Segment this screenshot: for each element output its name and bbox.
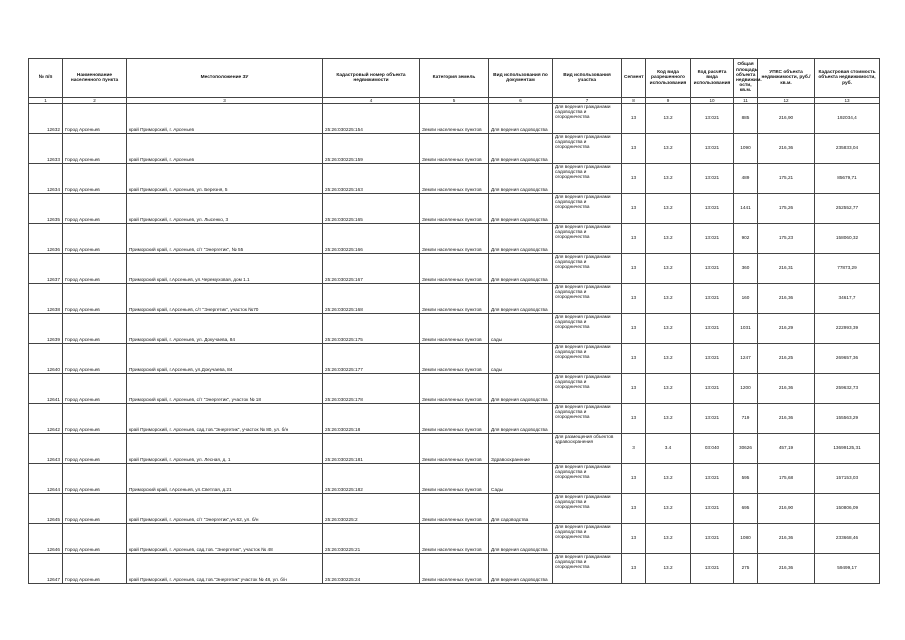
calc-code-cell: 13:021	[691, 134, 734, 164]
table-row	[29, 524, 880, 554]
area-cell: 275	[734, 554, 758, 584]
table-row	[29, 194, 880, 224]
use-code-cell: 13.2	[646, 344, 691, 374]
table-row	[29, 434, 880, 464]
use-of-plot-cell: Для ведения гражданами садоводства и огородничества	[553, 344, 622, 374]
area-cell: 902	[734, 224, 758, 254]
cadastral-cost-cell: 192034,4	[815, 104, 880, 134]
upks-cell: 457,19	[758, 434, 815, 464]
column-number: 7	[553, 98, 622, 104]
cadastral-cost-cell: 13699125,31	[815, 434, 880, 464]
calc-code-cell: 13:021	[691, 344, 734, 374]
location-cell: Приморский край, г. Арсеньев, с/т "Энергетик", участок № 18	[127, 374, 323, 404]
header-cell: № п/п	[29, 59, 63, 98]
cadastral-number-cell: 25:26:030225:181	[323, 434, 420, 464]
column-number: 13	[815, 98, 880, 104]
cadastral-cost-cell: 269657,36	[815, 344, 880, 374]
calc-code-cell: 13:021	[691, 194, 734, 224]
row-number: 12637	[29, 254, 63, 284]
area-cell: 595	[734, 464, 758, 494]
column-number: 6	[489, 98, 553, 104]
location-cell: край Приморский, г. Арсеньев, с/т "Энергетик",уч.62, ул. б/н	[127, 494, 323, 524]
location-cell: край Приморский, г. Арсеньев, сад.тов. "Энергетик", участок № 48	[127, 524, 323, 554]
land-category-cell: Земли населенных пунктов	[420, 284, 489, 314]
table-row	[29, 344, 880, 374]
area-cell: 160	[734, 284, 758, 314]
cadastral-number-cell: 25:26:030225:2	[323, 494, 420, 524]
settlement-cell: Город Арсеньев	[63, 494, 127, 524]
use-code-cell: 13.2	[646, 524, 691, 554]
table-row	[29, 104, 880, 134]
row-number: 12640	[29, 344, 63, 374]
cadastral-number-cell: 25:26:030225:182	[323, 464, 420, 494]
upks-cell: 216,36	[758, 134, 815, 164]
cadastral-cost-cell: 222993,39	[815, 314, 880, 344]
use-by-documents-cell: Для ведения садоводства	[489, 104, 553, 134]
cadastral-number-cell: 25:26:030225:163	[323, 164, 420, 194]
calc-code-cell: 13:021	[691, 404, 734, 434]
use-code-cell: 13.2	[646, 284, 691, 314]
table-row	[29, 224, 880, 254]
cadastral-number-cell: 25:26:030225:154	[323, 104, 420, 134]
column-number: 4	[323, 98, 420, 104]
use-by-documents-cell: сады	[489, 344, 553, 374]
area-cell: 885	[734, 104, 758, 134]
cadastral-number-cell: 25:26:030225:165	[323, 194, 420, 224]
header-cell: Кадастровая стоимость объекта недвижимости, руб.	[815, 59, 880, 98]
upks-cell: 216,36	[758, 374, 815, 404]
cadastral-cost-cell: 34617,7	[815, 284, 880, 314]
area-cell: 1441	[734, 194, 758, 224]
column-number: 3	[127, 98, 323, 104]
upks-cell: 175,68	[758, 464, 815, 494]
column-number: 10	[691, 98, 734, 104]
calc-code-cell: 03:040	[691, 434, 734, 464]
settlement-cell: Город Арсеньев	[63, 134, 127, 164]
column-number: 12	[758, 98, 815, 104]
calc-code-cell: 13:021	[691, 524, 734, 554]
use-of-plot-cell: Для ведения гражданами садоводства и огородничества	[553, 224, 622, 254]
area-cell: 1031	[734, 314, 758, 344]
settlement-cell: Город Арсеньев	[63, 314, 127, 344]
cadastral-number-cell: 25:26:030225:178	[323, 374, 420, 404]
use-by-documents-cell: Для ведения садоводства	[489, 554, 553, 584]
use-code-cell: 13.2	[646, 314, 691, 344]
use-code-cell: 13.2	[646, 254, 691, 284]
segment-cell: 13	[622, 404, 646, 434]
header-row	[29, 59, 880, 98]
segment-cell: 13	[622, 554, 646, 584]
use-by-documents-cell: Для ведения садоводства	[489, 374, 553, 404]
cadastral-number-cell: 25:26:030225:167	[323, 254, 420, 284]
upks-cell: 216,31	[758, 254, 815, 284]
use-of-plot-cell: Для ведения гражданами садоводства и огородничества	[553, 164, 622, 194]
upks-cell: 216,36	[758, 524, 815, 554]
cadastral-cost-cell: 77873,29	[815, 254, 880, 284]
land-category-cell: Земли населенных пунктов	[420, 254, 489, 284]
cadastral-cost-cell: 85679,71	[815, 164, 880, 194]
column-number: 1	[29, 98, 63, 104]
use-of-plot-cell: Для ведения гражданами садоводства и огородничества	[553, 554, 622, 584]
cadastral-number-cell: 25:26:030225:177	[323, 344, 420, 374]
calc-code-cell: 13:021	[691, 554, 734, 584]
segment-cell: 13	[622, 134, 646, 164]
segment-cell: 13	[622, 314, 646, 344]
use-of-plot-cell: Для ведения гражданами садоводства и огородничества	[553, 524, 622, 554]
upks-cell: 175,21	[758, 164, 815, 194]
area-cell: 489	[734, 164, 758, 194]
location-cell: край Приморский, г. Арсеньев, ул. Лесная, д. 1	[127, 434, 323, 464]
cadastral-table	[28, 58, 880, 584]
row-number: 12642	[29, 404, 63, 434]
location-cell: край Приморский, г. Арсеньев, ул. Березня, 5	[127, 164, 323, 194]
column-number: 5	[420, 98, 489, 104]
row-number: 12647	[29, 554, 63, 584]
use-of-plot-cell: Для ведения гражданами садоводства и огородничества	[553, 404, 622, 434]
land-category-cell: Земли населенных пунктов	[420, 554, 489, 584]
cadastral-number-cell: 25:26:030225:168	[323, 284, 420, 314]
area-cell: 719	[734, 404, 758, 434]
upks-cell: 216,25	[758, 344, 815, 374]
upks-cell: 175,26	[758, 194, 815, 224]
use-code-cell: 13.2	[646, 104, 691, 134]
settlement-cell: Город Арсеньев	[63, 434, 127, 464]
land-category-cell: Земли населенных пунктов	[420, 374, 489, 404]
settlement-cell: Город Арсеньев	[63, 164, 127, 194]
settlement-cell: Город Арсеньев	[63, 104, 127, 134]
use-by-documents-cell: Для ведения садоводства	[489, 254, 553, 284]
calc-code-cell: 13:021	[691, 224, 734, 254]
upks-cell: 216,90	[758, 494, 815, 524]
settlement-cell: Город Арсеньев	[63, 284, 127, 314]
use-code-cell: 13.2	[646, 494, 691, 524]
use-code-cell: 13.2	[646, 374, 691, 404]
settlement-cell: Город Арсеньев	[63, 224, 127, 254]
calc-code-cell: 13:021	[691, 164, 734, 194]
land-category-cell: Земли населенных пунктов	[420, 134, 489, 164]
land-category-cell: Земли населенных пунктов	[420, 224, 489, 254]
segment-cell: 13	[622, 254, 646, 284]
land-category-cell: Земли населенных пунктов	[420, 524, 489, 554]
use-of-plot-cell: Для размещения объектов здравоохранения	[553, 434, 622, 464]
row-number: 12633	[29, 134, 63, 164]
cadastral-cost-cell: 233668,46	[815, 524, 880, 554]
use-code-cell: 13.2	[646, 134, 691, 164]
settlement-cell: Город Арсеньев	[63, 344, 127, 374]
segment-cell: 13	[622, 284, 646, 314]
header-cell: Код вида разрешенного использования	[646, 59, 691, 98]
location-cell: край Приморский, г. Арсеньев	[127, 104, 323, 134]
use-by-documents-cell: Для ведения садоводства	[489, 284, 553, 314]
calc-code-cell: 13:021	[691, 494, 734, 524]
land-category-cell: Земли населенных пунктов	[420, 434, 489, 464]
use-by-documents-cell: Для ведения садоводства	[489, 134, 553, 164]
column-number: 2	[63, 98, 127, 104]
table-row	[29, 284, 880, 314]
settlement-cell: Город Арсеньев	[63, 254, 127, 284]
cadastral-number-cell: 25:26:030225:166	[323, 224, 420, 254]
row-number: 12638	[29, 284, 63, 314]
cadastral-number-cell: 25:26:030225:24	[323, 554, 420, 584]
land-category-cell: Земли населенных пунктов	[420, 104, 489, 134]
location-cell: край Приморский, г. Арсеньев	[127, 134, 323, 164]
cadastral-cost-cell: 150806,09	[815, 494, 880, 524]
calc-code-cell: 13:021	[691, 104, 734, 134]
calc-code-cell: 13:021	[691, 314, 734, 344]
use-by-documents-cell: Для ведения садоводства	[489, 164, 553, 194]
land-category-cell: Земли населенных пунктов	[420, 494, 489, 524]
upks-cell: 216,90	[758, 104, 815, 134]
area-cell: 695	[734, 494, 758, 524]
use-by-documents-cell: Здравоохранение	[489, 434, 553, 464]
area-cell: 1080	[734, 524, 758, 554]
column-number: 11	[734, 98, 758, 104]
location-cell: Приморский край, г.Арсеньев, ул.Черемуховая, дом 1.1	[127, 254, 323, 284]
use-of-plot-cell: Для ведения гражданами садоводства и огородничества	[553, 194, 622, 224]
location-cell: Приморский край, г. Арсеньев, с/т "Энергетик", № 55	[127, 224, 323, 254]
segment-cell: 13	[622, 494, 646, 524]
land-category-cell: Земли населенных пунктов	[420, 404, 489, 434]
cadastral-number-cell: 25:26:030225:18	[323, 404, 420, 434]
use-of-plot-cell: Для ведения гражданами садоводства и огородничества	[553, 284, 622, 314]
calc-code-cell: 13:021	[691, 284, 734, 314]
use-code-cell: 3.4	[646, 434, 691, 464]
settlement-cell: Город Арсеньев	[63, 374, 127, 404]
segment-cell: 13	[622, 524, 646, 554]
use-of-plot-cell: Для ведения гражданами садоводства и огородничества	[553, 464, 622, 494]
location-cell: край Приморский, г. Арсеньев, сад.тов."Энергетик" участок № 48, ул. б/н	[127, 554, 323, 584]
use-of-plot-cell: Для ведения гражданами садоводства и огородничества	[553, 134, 622, 164]
table-row	[29, 464, 880, 494]
location-cell: Приморский край, г. Арсеньев, ул. Докучаева, 84	[127, 314, 323, 344]
upks-cell: 175,23	[758, 224, 815, 254]
header-cell: Вид использования по документам	[489, 59, 553, 98]
header-cell: Сегмент	[622, 59, 646, 98]
use-by-documents-cell: Для ведения садоводства	[489, 224, 553, 254]
header-cell: Общая площадь объекта недвижим. ости, кв.м.	[734, 59, 758, 98]
row-number: 12643	[29, 434, 63, 464]
segment-cell: 3	[622, 434, 646, 464]
upks-cell: 216,29	[758, 314, 815, 344]
table-row	[29, 164, 880, 194]
land-category-cell: Земли населенных пунктов	[420, 164, 489, 194]
land-category-cell: Земли населенных пунктов	[420, 314, 489, 344]
header-cell: Вид использования участка	[553, 59, 622, 98]
segment-cell: 13	[622, 374, 646, 404]
cadastral-cost-cell: 157153,03	[815, 464, 880, 494]
use-code-cell: 13.2	[646, 554, 691, 584]
segment-cell: 13	[622, 464, 646, 494]
use-by-documents-cell: Для ведения садоводства	[489, 404, 553, 434]
table-row	[29, 494, 880, 524]
upks-cell: 216,36	[758, 554, 815, 584]
row-number: 12632	[29, 104, 63, 134]
settlement-cell: Город Арсеньев	[63, 554, 127, 584]
segment-cell: 13	[622, 164, 646, 194]
header-cell: Местоположение ЗУ	[127, 59, 323, 98]
area-cell: 1200	[734, 374, 758, 404]
row-number: 12644	[29, 464, 63, 494]
table-row	[29, 404, 880, 434]
header-cell: Наименование населенного пункта	[63, 59, 127, 98]
header-cell: УПКС объекта недвижимости, руб./кв.м.	[758, 59, 815, 98]
settlement-cell: Город Арсеньев	[63, 194, 127, 224]
table-row	[29, 554, 880, 584]
use-by-documents-cell: Сады	[489, 464, 553, 494]
header-cell: Код расчёта вида использования	[691, 59, 734, 98]
segment-cell: 13	[622, 224, 646, 254]
row-number: 12634	[29, 164, 63, 194]
area-cell: 360	[734, 254, 758, 284]
settlement-cell: Город Арсеньев	[63, 404, 127, 434]
table-row	[29, 254, 880, 284]
cadastral-cost-cell: 158060,32	[815, 224, 880, 254]
table-row	[29, 314, 880, 344]
use-of-plot-cell: Для ведения гражданами садоводства и огородничества	[553, 254, 622, 284]
use-code-cell: 13.2	[646, 224, 691, 254]
segment-cell: 13	[622, 344, 646, 374]
table-row	[29, 374, 880, 404]
row-number: 12635	[29, 194, 63, 224]
use-by-documents-cell: Для ведения садоводства	[489, 194, 553, 224]
calc-code-cell: 13:021	[691, 374, 734, 404]
land-category-cell: Земли населенных пунктов	[420, 464, 489, 494]
row-number: 12645	[29, 494, 63, 524]
cadastral-number-cell: 25:26:030225:21	[323, 524, 420, 554]
header-cell: Кадастровый номер объекта недвижимости	[323, 59, 420, 98]
column-number: 9	[646, 98, 691, 104]
cadastral-cost-cell: 259632,73	[815, 374, 880, 404]
calc-code-cell: 13:021	[691, 254, 734, 284]
cadastral-cost-cell: 252552,77	[815, 194, 880, 224]
use-by-documents-cell: сады	[489, 314, 553, 344]
area-cell: 30626	[734, 434, 758, 464]
table-row	[29, 134, 880, 164]
use-code-cell: 13.2	[646, 464, 691, 494]
cadastral-number-cell: 25:26:030225:159	[323, 134, 420, 164]
use-of-plot-cell: Для ведения гражданами садоводства и огородничества	[553, 104, 622, 134]
use-of-plot-cell: Для ведения гражданами садоводства и огородничества	[553, 314, 622, 344]
row-number: 12639	[29, 314, 63, 344]
location-cell: край Приморский, г. Арсеньев, ул. Лысенко, 3	[127, 194, 323, 224]
column-number: 8	[622, 98, 646, 104]
segment-cell: 13	[622, 104, 646, 134]
row-number: 12636	[29, 224, 63, 254]
row-number: 12646	[29, 524, 63, 554]
area-cell: 1247	[734, 344, 758, 374]
use-of-plot-cell: Для ведения гражданами садоводства и огородничества	[553, 494, 622, 524]
use-code-cell: 13.2	[646, 404, 691, 434]
cadastral-cost-cell: 59499,17	[815, 554, 880, 584]
use-of-plot-cell: Для ведения гражданами садоводства и огородничества	[553, 374, 622, 404]
settlement-cell: Город Арсеньев	[63, 464, 127, 494]
settlement-cell: Город Арсеньев	[63, 524, 127, 554]
location-cell: Приморский край, г.Арсеньев, с/т "Энергетик", участок №70	[127, 284, 323, 314]
upks-cell: 216,36	[758, 284, 815, 314]
use-code-cell: 13.2	[646, 194, 691, 224]
area-cell: 1090	[734, 134, 758, 164]
cadastral-number-cell: 25:26:030225:175	[323, 314, 420, 344]
use-code-cell: 13.2	[646, 164, 691, 194]
location-cell: Приморский край, г.Арсеньев, ул.Светлая, д.21	[127, 464, 323, 494]
land-category-cell: Земли населенных пунктов	[420, 344, 489, 374]
use-by-documents-cell: Для ведения садоводства	[489, 524, 553, 554]
land-category-cell: Земли населенных пунктов	[420, 194, 489, 224]
location-cell: край Приморский, г. Арсеньев, сад.тов."Энергетик", участок № 80, ул. б/н	[127, 404, 323, 434]
segment-cell: 13	[622, 194, 646, 224]
calc-code-cell: 13:021	[691, 464, 734, 494]
cadastral-cost-cell: 155563,29	[815, 404, 880, 434]
upks-cell: 216,36	[758, 404, 815, 434]
cadastral-cost-cell: 235833,04	[815, 134, 880, 164]
header-cell: Категория земель	[420, 59, 489, 98]
use-by-documents-cell: Для садоводства	[489, 494, 553, 524]
row-number: 12641	[29, 374, 63, 404]
location-cell: Приморский край, г.Арсеньев, ул.Докучаева, 84	[127, 344, 323, 374]
document-sheet	[28, 58, 880, 584]
